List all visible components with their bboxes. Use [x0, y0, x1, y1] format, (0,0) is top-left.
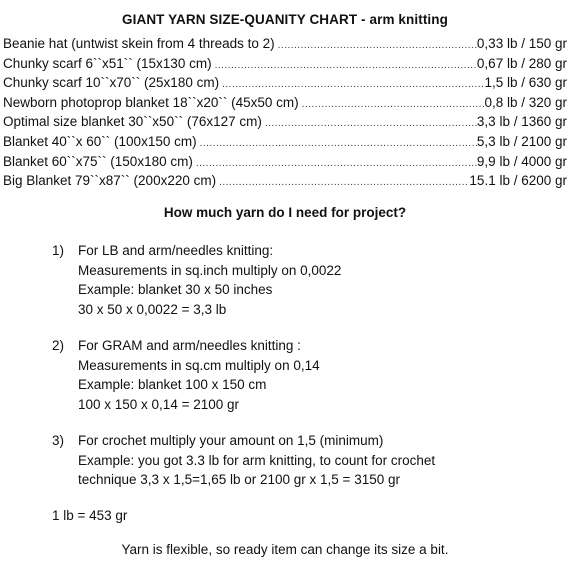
- row-label: Beanie hat (untwist skein from 4 threads to 2): [3, 36, 275, 51]
- section-number: 1): [52, 243, 65, 258]
- instruction-section-crochet: [52, 431, 552, 490]
- row-value: 5,3 lb / 2100 gr: [476, 133, 567, 149]
- section-line: Example: blanket 30 x 50 inches: [78, 282, 273, 297]
- footer-note: Yarn is flexible, so ready item can change its size a bit.: [121, 542, 449, 557]
- instruction-section-lb: [52, 241, 552, 319]
- row-label: Newborn photoprop blanket 18``x20`` (45x50 cm): [3, 94, 299, 110]
- row-label: Blanket 40``x 60`` (100x150 cm): [3, 133, 197, 149]
- dot-leader: [193, 159, 477, 169]
- table-row: [3, 36, 567, 56]
- dot-leader: [219, 80, 484, 90]
- table-row: [3, 114, 567, 134]
- question-heading: How much yarn do I need for project?: [163, 205, 407, 220]
- table-row: [3, 134, 567, 154]
- row-value: 9,9 lb / 4000 gr: [476, 153, 567, 169]
- section-heading: For crochet multiply your amount on 1,5 (minimum): [78, 433, 384, 448]
- table-row: [3, 56, 567, 76]
- row-value: 1,5 lb / 630 gr: [484, 75, 567, 91]
- section-line: Measurements in sq.cm multiply on 0,14: [78, 357, 320, 373]
- row-label: Chunky scarf 10``x70`` (25x180 cm): [3, 75, 220, 91]
- dot-leader: [216, 178, 469, 188]
- section-line: Example: blanket 100 x 150 cm: [78, 377, 267, 392]
- row-label: Big Blanket 79``x87`` (200x220 cm): [3, 173, 217, 189]
- section-line: Measurements in sq.inch multiply on 0,0022: [78, 262, 342, 278]
- section-line: technique 3,3 x 1,5=1,65 lb or 2100 gr x 1,5 = 3150 gr: [78, 472, 400, 487]
- row-value: 0,67 lb / 280 gr: [476, 55, 567, 71]
- row-value: 15.1 lb / 6200 gr: [469, 173, 567, 189]
- dot-leader: [212, 61, 477, 71]
- section-number: 3): [52, 433, 65, 448]
- row-label: Chunky scarf 6``x51`` (15x130 cm): [3, 55, 212, 71]
- section-number: 2): [52, 338, 65, 353]
- section-heading: For GRAM and arm/needles knitting :: [78, 338, 301, 353]
- unit-conversion: 1 lb = 453 gr: [52, 508, 128, 523]
- chart-title: GIANT YARN SIZE-QUANITY CHART - arm knitting: [122, 12, 448, 27]
- row-label: Optimal size blanket 30``x50`` (76x127 cm): [3, 114, 262, 130]
- instruction-section-gram: [52, 336, 552, 414]
- section-line: Example: you got 3.3 lb for arm knitting, to count for crochet: [78, 452, 436, 468]
- dot-leader: [197, 139, 477, 149]
- section-line: 30 x 50 x 0,0022 = 3,3 lb: [78, 301, 227, 317]
- row-value: 0,8 lb / 320 gr: [484, 94, 567, 110]
- dot-leader: [275, 41, 477, 51]
- row-value: 3,3 lb / 1360 gr: [476, 114, 567, 130]
- section-heading: For LB and arm/needles knitting:: [78, 243, 274, 258]
- dot-leader: [299, 100, 485, 110]
- table-row: [3, 173, 567, 193]
- row-label: Blanket 60``x75`` (150x180 cm): [3, 153, 193, 169]
- dot-leader: [262, 119, 477, 129]
- table-row: [3, 75, 567, 95]
- section-line: 100 x 150 x 0,14 = 2100 gr: [78, 396, 239, 412]
- size-quantity-table: [3, 36, 567, 193]
- table-row: [3, 95, 567, 115]
- row-value: 0,33 lb / 150 gr: [476, 36, 567, 51]
- table-row: [3, 154, 567, 174]
